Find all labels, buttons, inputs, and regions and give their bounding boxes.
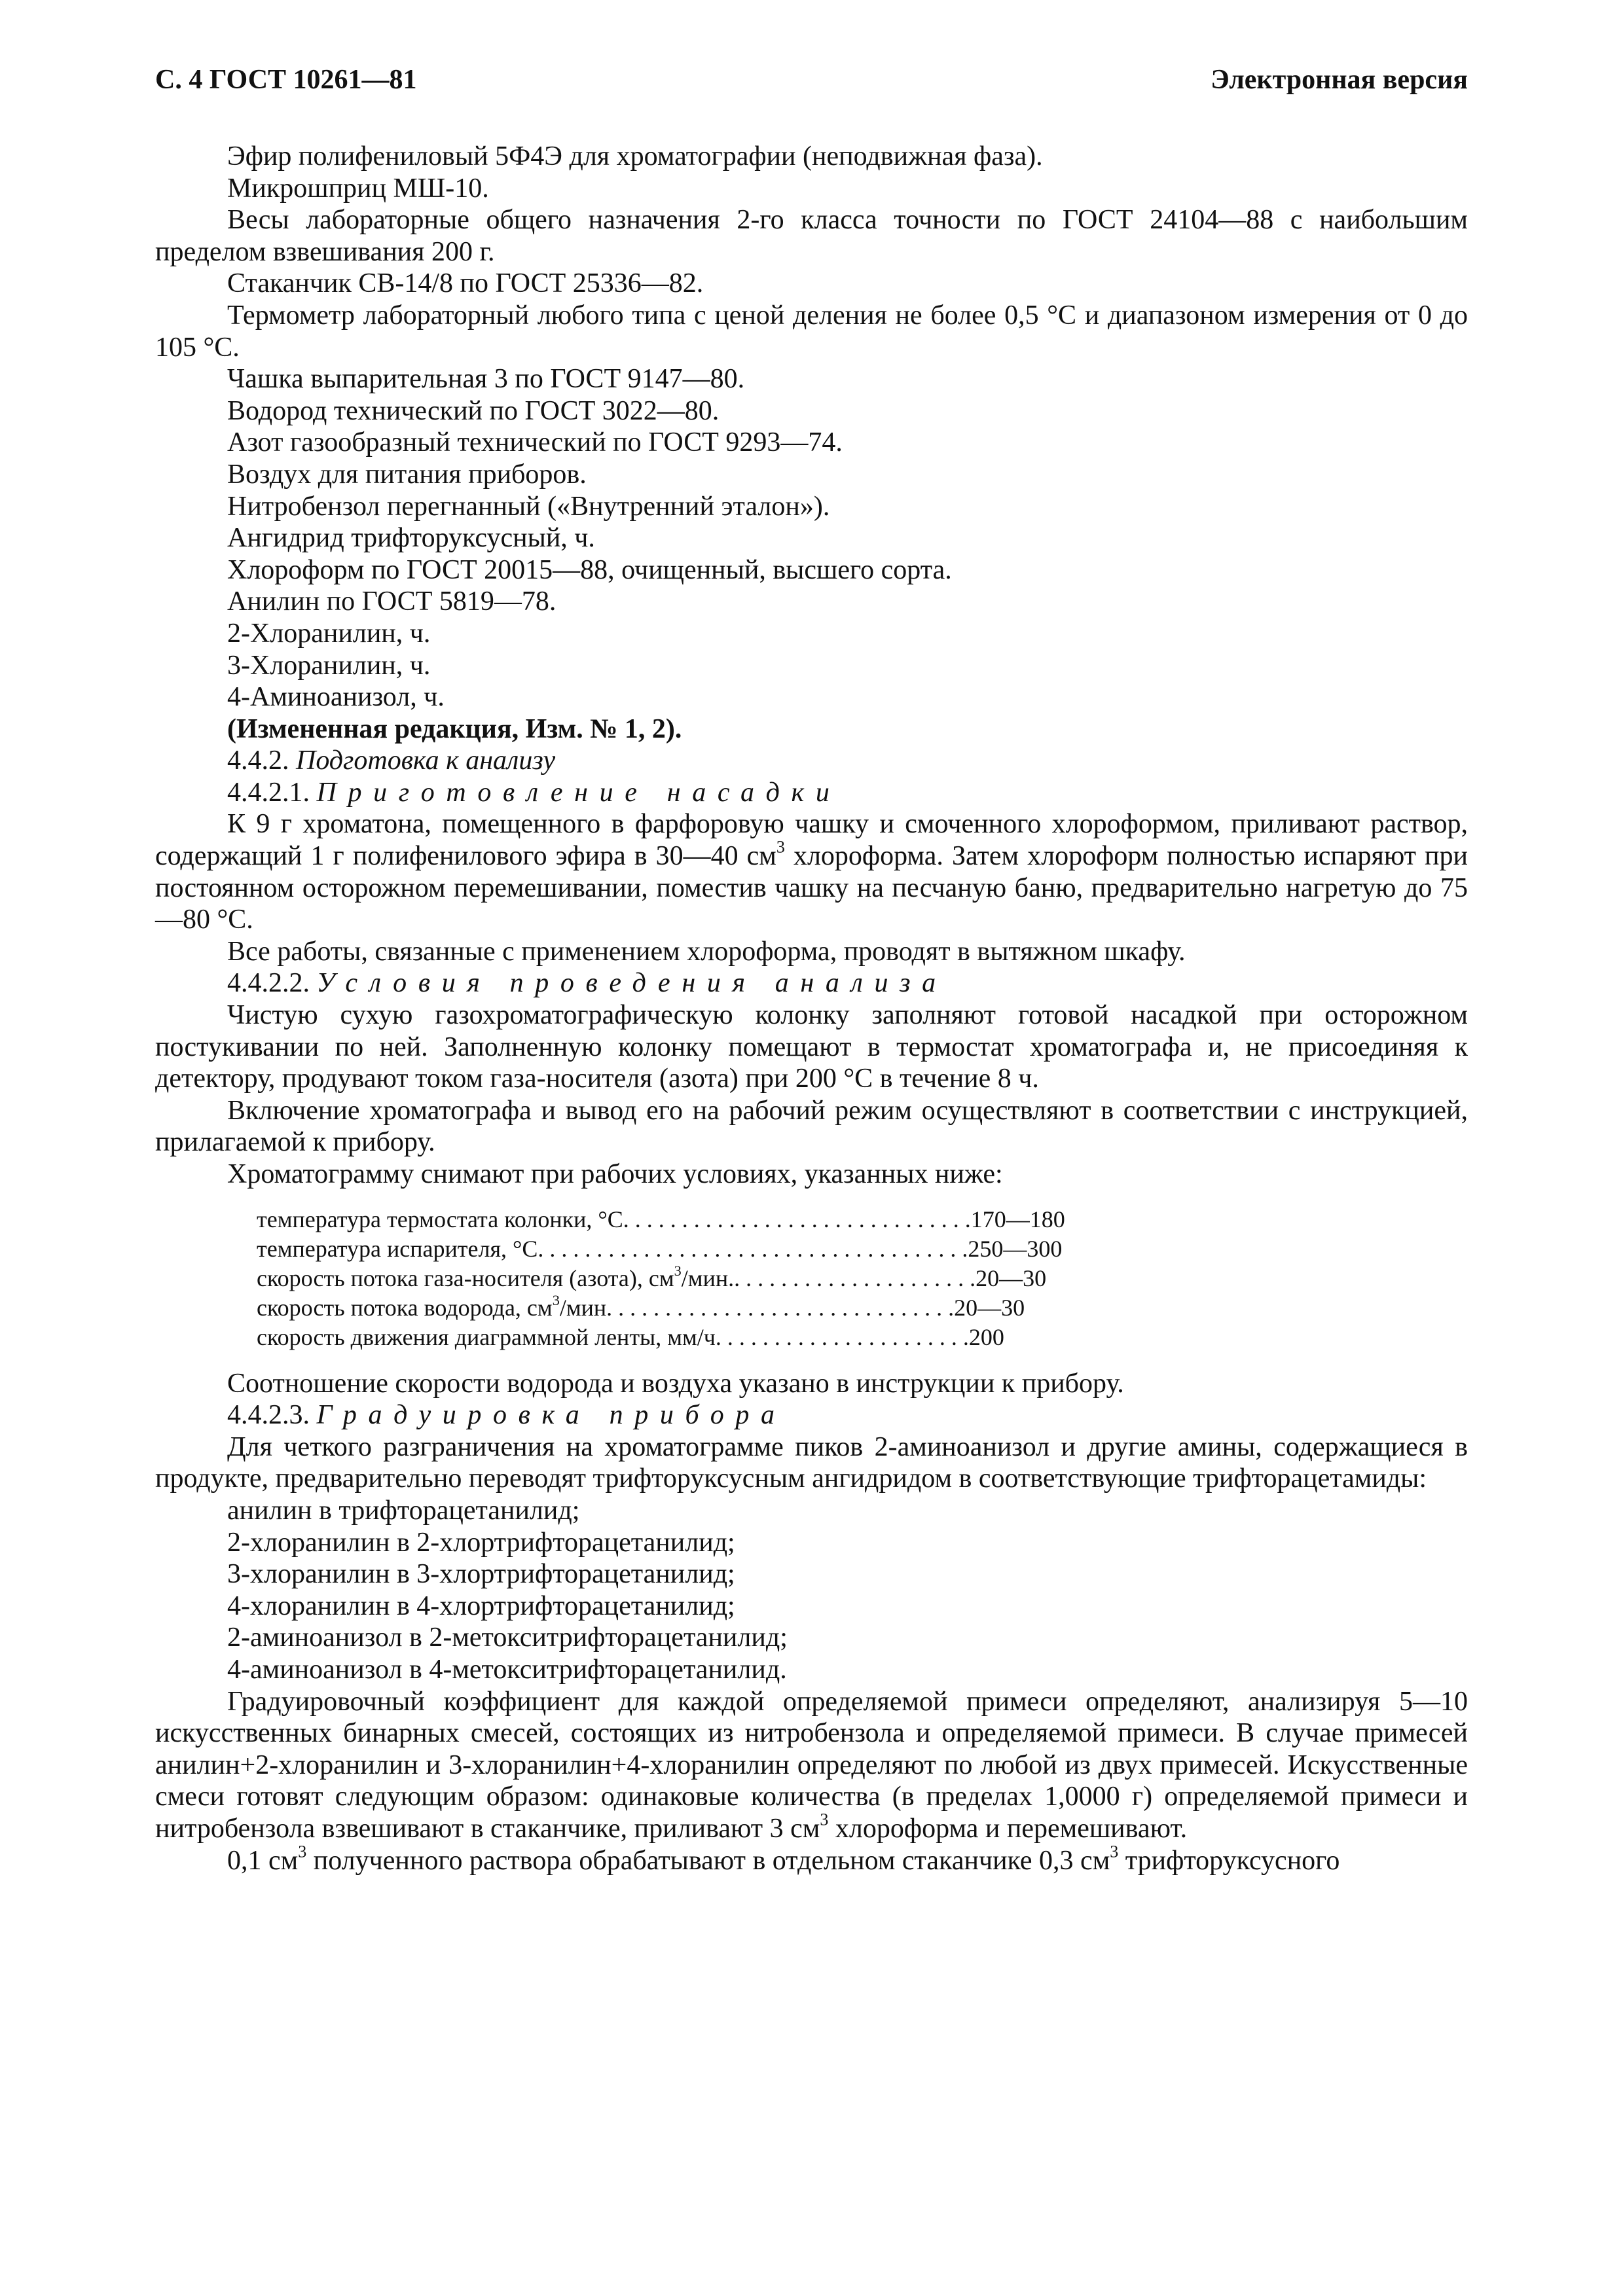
paragraph-operating-conditions-intro: Хроматограмму снимают при рабочих условиях, указанных ниже: xyxy=(227,1159,1003,1189)
superscript: 3 xyxy=(298,1841,307,1861)
list-item: Нитробензол перегнанный («Внутренний эталон»). xyxy=(227,491,830,522)
list-item: 4-аминоанизол в 4-метокситрифторацетанилид. xyxy=(227,1654,787,1685)
list-item: Стаканчик СВ-14/8 по ГОСТ 25336—82. xyxy=(227,268,704,299)
section-title: Градуировка прибора xyxy=(316,1400,786,1431)
list-item: Эфир полифениловый 5Ф4Э для хроматографии (неподвижная фаза). xyxy=(227,141,1043,171)
paragraph-gas-ratio: Соотношение скорости водорода и воздуха указано в инструкции к прибору. xyxy=(227,1368,1124,1399)
paragraph-fume-hood: Все работы, связанные с применением хлороформа, проводят в вытяжном шкафу. xyxy=(227,936,1186,967)
list-item: Весы лабораторные общего назначения 2-го класса точности по ГОСТ 24104—88 с наибольшим пределом взвешивания 200 г. xyxy=(155,205,1468,267)
paragraph-solution-treatment xyxy=(155,1841,1468,1877)
condition-label-end: /мин. xyxy=(681,1265,735,1291)
condition-label: скорость потока водорода, см xyxy=(257,1294,553,1321)
list-item: 3-Хлоранилин, ч. xyxy=(227,650,431,681)
list-item: анилин в трифторацетанилид; xyxy=(227,1495,580,1526)
list-item: Воздух для питания приборов. xyxy=(227,459,587,490)
list-item: 2-хлоранилин в 2-хлортрифторацетанилид; xyxy=(227,1527,735,1558)
condition-label-end: /мин xyxy=(559,1294,607,1321)
text-run: Градуировочный коэффициент для каждой определяемой примеси определяют, анализируя 5—10 искусственных бинарных смесей, состоящих из нитробензола и определяемой примеси. В случае примесей анилин+2-хлоранилин и 3-хлоранилин+4-хлоранилин определяют по любой из двух примесей. Искусственные смеси готовят следующим образом: одинаковые количества (в пределах 1,0000 г) определяемой примеси и нитробензола взвешивают в стаканчике, приливают 3 см xyxy=(155,1686,1468,1844)
list-item: 4-Аминоанизол, ч. xyxy=(227,682,445,713)
text-run: хлороформа. Затем хлороформ полностью испаряют при постоянном осторожном перемешивании, поместив чашку на песчаную баню, предварительно нагретую до 75—80 °С. xyxy=(155,841,1468,935)
amendment-note: (Измененная редакция, Изм. № 1, 2). xyxy=(227,713,682,744)
section-heading-4-4-2-2 xyxy=(155,967,1468,999)
list-item: 4-хлоранилин в 4-хлортрифторацетанилид; xyxy=(227,1590,735,1621)
paragraph-chromatograph-startup: Включение хроматографа и вывод его на рабочий режим осуществляют в соответствии с инструкцией, прилагаемой к прибору. xyxy=(155,1095,1468,1158)
operating-conditions-list xyxy=(257,1205,1468,1352)
condition-label: скорость потока газа-носителя (азота), см xyxy=(257,1265,674,1291)
condition-row xyxy=(257,1234,1468,1264)
superscript: 3 xyxy=(776,837,785,857)
condition-value: 20—30 xyxy=(976,1265,1047,1291)
section-number: 4.4.2.3. xyxy=(227,1400,317,1431)
text-run: 0,1 см xyxy=(227,1845,299,1876)
list-item: Чашка выпарительная 3 по ГОСТ 9147—80. xyxy=(227,364,745,395)
superscript: 3 xyxy=(820,1810,829,1829)
condition-value: 200 xyxy=(968,1323,1004,1350)
section-title: Условия проведения анализа xyxy=(316,968,947,999)
list-item: Ангидрид трифторуксусный, ч. xyxy=(227,523,595,554)
condition-label: температура термостата колонки, °С xyxy=(257,1206,623,1232)
list-item: Термометр лабораторный любого типа с ценой деления не более 0,5 °С и диапазоном измерения от 0 до 105 °С. xyxy=(155,300,1468,363)
section-number: 4.4.2.1. xyxy=(227,777,317,808)
condition-value: 20—30 xyxy=(954,1294,1025,1321)
condition-value: 250—300 xyxy=(968,1235,1063,1262)
list-item: 2-аминоанизол в 2-метокситрифторацетанилид; xyxy=(227,1623,788,1653)
condition-label: скорость движения диаграммной ленты, мм/ч xyxy=(257,1323,716,1350)
dot-leader: . . . . . . . . . . . . . . . . . . . . . . . . . . . . . . xyxy=(606,1294,955,1321)
condition-row xyxy=(257,1205,1468,1234)
paragraph-calibration-coefficient xyxy=(155,1686,1468,1845)
header-version-label: Электронная версия xyxy=(1211,65,1468,95)
section-title: Приготовление насадки xyxy=(316,777,841,808)
superscript: 3 xyxy=(674,1262,682,1279)
dot-leader: . . . . . . . . . . . . . . . . . . . . . . . . . . . . . . xyxy=(623,1206,971,1232)
dot-leader: . . . . . . . . . . . . . . . . . . . . . xyxy=(734,1265,976,1291)
condition-row xyxy=(257,1264,1468,1293)
list-item: Азот газообразный технический по ГОСТ 9293—74. xyxy=(227,427,843,458)
paragraph-column-filling: Чистую сухую газохроматографическую колонку заполняют готовой насадкой при осторожном постукивании по ней. Заполненную колонку помещают в термостат хроматографа и, не присоединяя к детектору, продувают током газа-носителя (азота) при 200 °С в течение 8 ч. xyxy=(155,1000,1468,1094)
text-run: хлороформа и перемешивают. xyxy=(828,1813,1188,1844)
list-item: Хлороформ по ГОСТ 20015—88, очищенный, высшего сорта. xyxy=(227,554,952,585)
text-run: К 9 г хроматона, помещенного в фарфоровую чашку и смоченного хлороформом, приливают раствор, содержащий 1 г полифенилового эфира в 30—40 см xyxy=(155,809,1468,872)
list-item: Анилин по ГОСТ 5819—78. xyxy=(227,586,556,617)
superscript: 3 xyxy=(1110,1841,1119,1861)
section-heading-4-4-2 xyxy=(155,745,1468,777)
header-standard-ref: С. 4 ГОСТ 10261—81 xyxy=(155,65,417,95)
list-item: 3-хлоранилин в 3-хлортрифторацетанилид; xyxy=(227,1559,735,1590)
document-body xyxy=(155,141,1468,1876)
condition-row xyxy=(257,1293,1468,1323)
paragraph-packing-preparation xyxy=(155,808,1468,935)
page-header xyxy=(155,64,1468,96)
text-run: полученного раствора обрабатывают в отдельном стаканчике 0,3 см xyxy=(306,1845,1110,1876)
dot-leader: . . . . . . . . . . . . . . . . . . . . . . . . . . . . . . . . . . . . . xyxy=(538,1235,968,1262)
dot-leader: . . . . . . . . . . . . . . . . . . . . . . xyxy=(715,1323,969,1350)
section-number: 4.4.2. xyxy=(227,745,296,776)
list-item: 2-Хлоранилин, ч. xyxy=(227,618,431,649)
list-item: Водород технический по ГОСТ 3022—80. xyxy=(227,395,720,426)
paragraph-calibration-intro: Для четкого разграничения на хроматограмме пиков 2-аминоанизол и другие амины, содержащиеся в продукте, предварительно переводят трифторуксусным ангидридом в соответствующие трифторацетамиды: xyxy=(155,1431,1468,1494)
list-item: Микрошприц МШ-10. xyxy=(227,173,489,204)
condition-row xyxy=(257,1323,1468,1352)
section-heading-4-4-2-1 xyxy=(155,777,1468,809)
superscript: 3 xyxy=(552,1291,560,1308)
text-run: трифторуксусного xyxy=(1118,1845,1340,1876)
section-title: Подготовка к анализу xyxy=(296,745,556,776)
condition-label: температура испарителя, °С xyxy=(257,1235,538,1262)
section-heading-4-4-2-3 xyxy=(155,1399,1468,1431)
condition-value: 170—180 xyxy=(970,1206,1065,1232)
section-number: 4.4.2.2. xyxy=(227,968,317,999)
